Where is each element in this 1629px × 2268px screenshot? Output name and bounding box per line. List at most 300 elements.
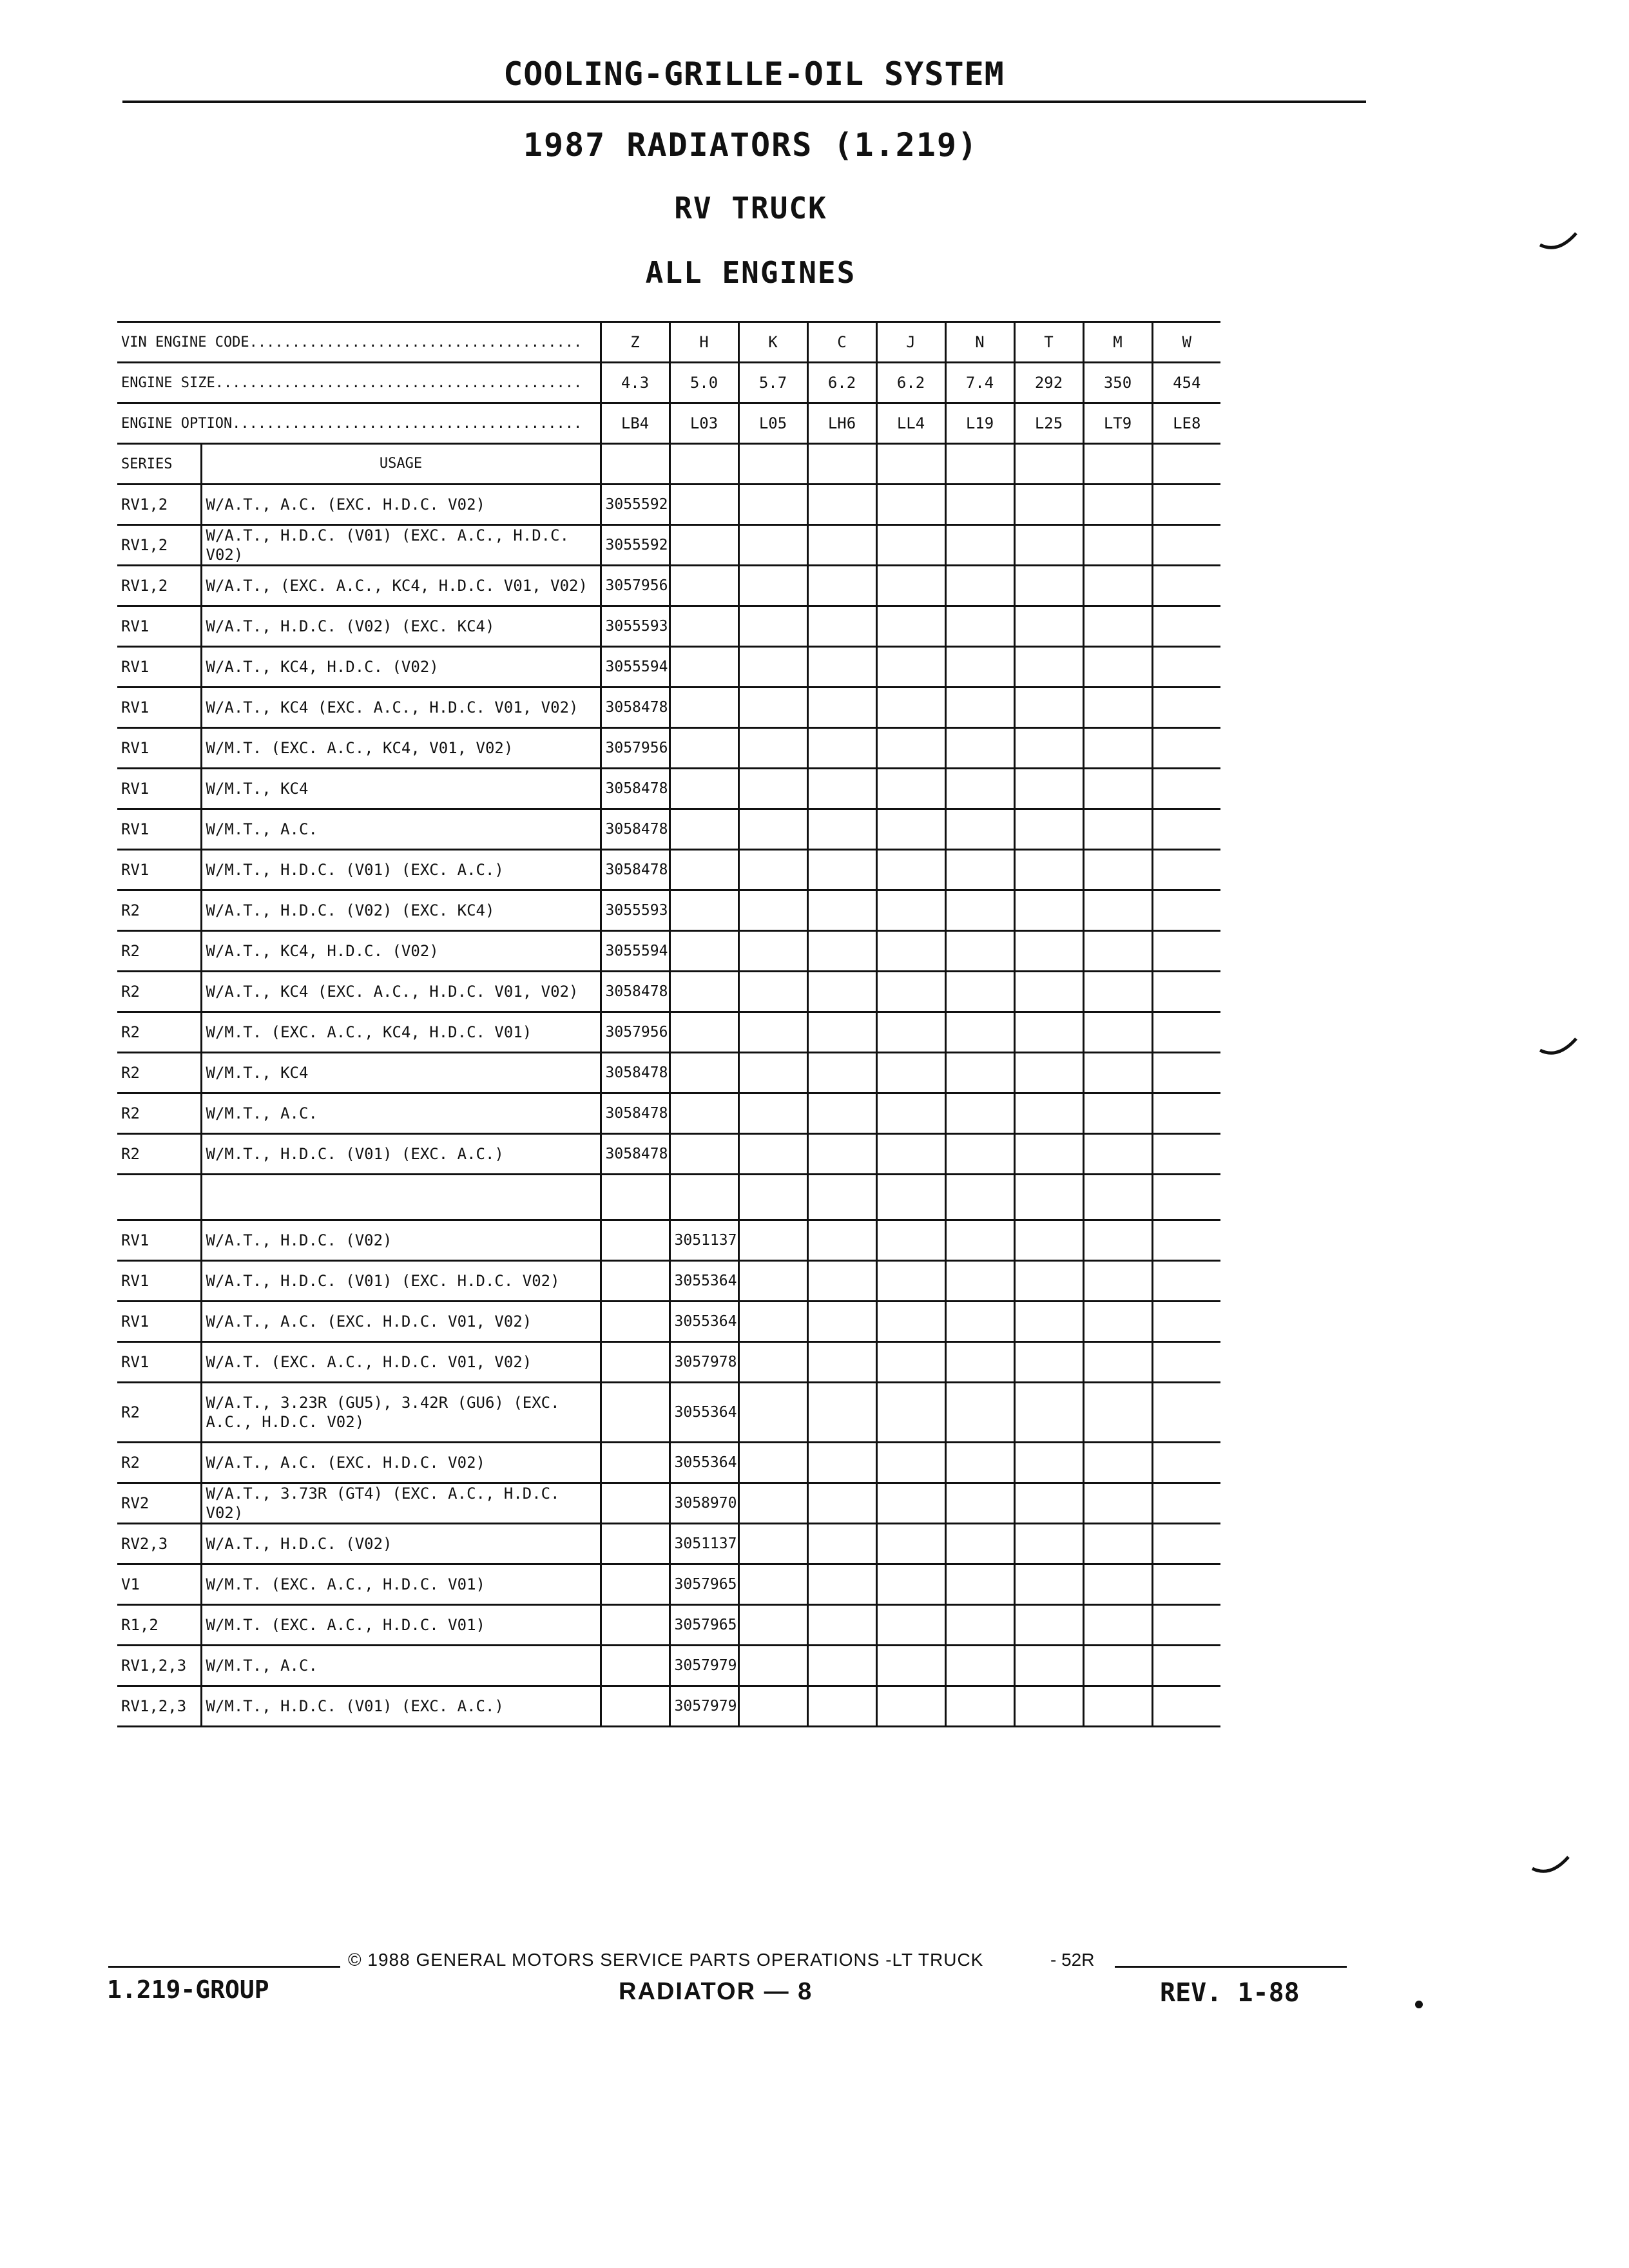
series-cell: RV1 xyxy=(117,687,201,728)
empty-cell xyxy=(876,485,945,525)
part-number-cell: 3051137 xyxy=(670,1220,738,1261)
series-cell: RV1 xyxy=(117,1302,201,1342)
usage-cell: W/A.T., H.D.C. (V02) xyxy=(201,1524,601,1564)
empty-cell xyxy=(807,444,876,485)
empty-cell xyxy=(876,1443,945,1483)
empty-cell xyxy=(1083,728,1152,769)
vehicle-model: RV TRUCK xyxy=(674,191,827,226)
empty-cell xyxy=(670,850,738,890)
table-row xyxy=(117,485,1220,525)
table-row xyxy=(117,1261,1220,1302)
separator-row xyxy=(117,1175,1220,1220)
empty-cell xyxy=(945,1302,1014,1342)
empty-cell xyxy=(1083,769,1152,809)
series-cell: RV1,2 xyxy=(117,566,201,606)
empty-cell xyxy=(945,728,1014,769)
empty-cell xyxy=(1152,1053,1220,1093)
usage-cell: W/A.T., H.D.C. (V01) (EXC. H.D.C. V02) xyxy=(201,1261,601,1302)
empty-cell xyxy=(601,444,670,485)
empty-cell xyxy=(670,687,738,728)
radiator-parts-table xyxy=(117,321,1220,1727)
part-number-cell: 3051137 xyxy=(670,1524,738,1564)
empty-cell xyxy=(807,1261,876,1302)
empty-cell xyxy=(945,850,1014,890)
table-row xyxy=(117,1443,1220,1483)
empty-cell xyxy=(876,1093,945,1134)
engine-size-cell: 6.2 xyxy=(876,363,945,403)
empty-cell xyxy=(1083,931,1152,972)
table-row xyxy=(117,566,1220,606)
empty-cell xyxy=(1083,444,1152,485)
empty-cell xyxy=(1083,1220,1152,1261)
empty-cell xyxy=(738,1383,807,1443)
empty-cell xyxy=(1083,566,1152,606)
empty-cell xyxy=(1083,1302,1152,1342)
empty-cell xyxy=(1014,1443,1083,1483)
series-cell: R1,2 xyxy=(117,1605,201,1646)
engine-option-cell: L05 xyxy=(738,403,807,444)
series-cell: R2 xyxy=(117,1093,201,1134)
part-number-cell: 3058478 xyxy=(601,972,670,1012)
usage-cell: W/A.T., H.D.C. (V01) (EXC. A.C., H.D.C. V02) xyxy=(201,525,601,566)
series-cell: R2 xyxy=(117,1383,201,1443)
empty-cell xyxy=(945,1686,1014,1727)
table-row xyxy=(117,647,1220,687)
empty-cell xyxy=(807,1012,876,1053)
empty-cell xyxy=(738,1646,807,1686)
header-rule xyxy=(122,101,1366,103)
empty-cell xyxy=(876,1302,945,1342)
engine-option-cell: LB4 xyxy=(601,403,670,444)
usage-cell: W/M.T., A.C. xyxy=(201,1093,601,1134)
empty-cell xyxy=(670,1053,738,1093)
empty-cell xyxy=(1152,1220,1220,1261)
empty-cell xyxy=(738,1175,807,1220)
empty-cell xyxy=(1152,1342,1220,1383)
empty-cell xyxy=(945,1646,1014,1686)
part-number-cell: 3055593 xyxy=(601,606,670,647)
table-row xyxy=(117,728,1220,769)
empty-cell xyxy=(807,1646,876,1686)
part-number-cell: 3057979 xyxy=(670,1686,738,1727)
footer-revision: REV. 1-88 xyxy=(1160,1978,1300,2008)
empty-cell xyxy=(1152,890,1220,931)
empty-cell xyxy=(876,931,945,972)
empty-cell xyxy=(876,1342,945,1383)
empty-cell xyxy=(945,647,1014,687)
empty-cell xyxy=(945,1342,1014,1383)
usage-cell: W/A.T., KC4 (EXC. A.C., H.D.C. V01, V02) xyxy=(201,687,601,728)
engine-option-row xyxy=(117,403,1220,444)
empty-cell xyxy=(1083,1564,1152,1605)
page-dot xyxy=(1415,2001,1423,2008)
engine-option-label: ENGINE OPTION......................................... xyxy=(117,403,601,444)
empty-cell xyxy=(601,1342,670,1383)
engine-option-cell: LE8 xyxy=(1152,403,1220,444)
series-header: SERIES xyxy=(117,444,201,485)
empty-cell xyxy=(1014,1342,1083,1383)
vin-code-cell: M xyxy=(1083,322,1152,363)
usage-cell: W/A.T., A.C. (EXC. H.D.C. V02) xyxy=(201,1443,601,1483)
empty-cell xyxy=(945,566,1014,606)
usage-cell: W/M.T., H.D.C. (V01) (EXC. A.C.) xyxy=(201,1686,601,1727)
engine-size-label: ENGINE SIZE........................................... xyxy=(117,363,601,403)
empty-cell xyxy=(670,1175,738,1220)
empty-cell xyxy=(945,444,1014,485)
part-number-cell: 3058478 xyxy=(601,1093,670,1134)
vin-code-cell: Z xyxy=(601,322,670,363)
empty-cell xyxy=(1152,850,1220,890)
series-cell: RV1 xyxy=(117,809,201,850)
empty-cell xyxy=(945,931,1014,972)
column-header-row xyxy=(117,444,1220,485)
empty-cell xyxy=(1083,1686,1152,1727)
empty-cell xyxy=(876,1175,945,1220)
empty-cell xyxy=(807,687,876,728)
part-number-cell: 3057956 xyxy=(601,1012,670,1053)
vin-code-row xyxy=(117,322,1220,363)
table-row xyxy=(117,1383,1220,1443)
empty-cell xyxy=(670,647,738,687)
engine-option-cell: L25 xyxy=(1014,403,1083,444)
usage-cell: W/M.T., A.C. xyxy=(201,809,601,850)
empty-cell xyxy=(807,606,876,647)
empty-cell xyxy=(807,1093,876,1134)
usage-cell: W/A.T., H.D.C. (V02) xyxy=(201,1220,601,1261)
empty-cell xyxy=(1152,931,1220,972)
table-row xyxy=(117,1053,1220,1093)
usage-cell: W/M.T., KC4 xyxy=(201,769,601,809)
empty-cell xyxy=(1014,1383,1083,1443)
empty-cell xyxy=(1083,890,1152,931)
empty-cell xyxy=(1083,1383,1152,1443)
empty-cell xyxy=(1083,1175,1152,1220)
empty-cell xyxy=(945,1443,1014,1483)
empty-cell xyxy=(1014,485,1083,525)
vin-code-cell: C xyxy=(807,322,876,363)
empty-cell xyxy=(945,1261,1014,1302)
empty-cell xyxy=(945,1564,1014,1605)
empty-cell xyxy=(1014,1175,1083,1220)
table-row xyxy=(117,769,1220,809)
empty-cell xyxy=(601,1524,670,1564)
table-row xyxy=(117,1134,1220,1175)
empty-cell xyxy=(738,1605,807,1646)
empty-cell xyxy=(876,1524,945,1564)
part-number-cell: 3055364 xyxy=(670,1302,738,1342)
empty-cell xyxy=(876,890,945,931)
empty-cell xyxy=(945,1524,1014,1564)
footer-rule-left xyxy=(108,1966,340,1968)
usage-cell: W/M.T. (EXC. A.C., KC4, V01, V02) xyxy=(201,728,601,769)
empty-cell xyxy=(876,687,945,728)
empty-cell xyxy=(601,1605,670,1646)
series-cell: RV1,2,3 xyxy=(117,1686,201,1727)
empty-cell xyxy=(876,1012,945,1053)
empty-cell xyxy=(807,647,876,687)
empty-cell xyxy=(670,1012,738,1053)
vin-code-cell: J xyxy=(876,322,945,363)
empty-cell xyxy=(1152,647,1220,687)
empty-cell xyxy=(876,1605,945,1646)
part-number-cell: 3058478 xyxy=(601,850,670,890)
part-number-cell: 3055592 xyxy=(601,485,670,525)
series-cell: R2 xyxy=(117,1012,201,1053)
empty-cell xyxy=(1014,972,1083,1012)
empty-cell xyxy=(738,972,807,1012)
empty-cell xyxy=(1014,931,1083,972)
page-title: 1987 RADIATORS (1.219) xyxy=(523,126,979,164)
empty-cell xyxy=(807,850,876,890)
empty-cell xyxy=(1083,850,1152,890)
empty-cell xyxy=(670,809,738,850)
usage-cell: W/M.T. (EXC. A.C., KC4, H.D.C. V01) xyxy=(201,1012,601,1053)
series-cell: RV1,2 xyxy=(117,525,201,566)
empty-cell xyxy=(738,444,807,485)
engine-option-cell: L19 xyxy=(945,403,1014,444)
empty-cell xyxy=(945,1383,1014,1443)
empty-cell xyxy=(807,525,876,566)
engine-size-cell: 6.2 xyxy=(807,363,876,403)
series-cell: RV1 xyxy=(117,1220,201,1261)
engine-size-cell: 4.3 xyxy=(601,363,670,403)
empty-cell xyxy=(1014,890,1083,931)
empty-cell xyxy=(738,1012,807,1053)
table-row xyxy=(117,525,1220,566)
empty-cell xyxy=(601,1686,670,1727)
empty-cell xyxy=(1083,1261,1152,1302)
part-number-cell: 3055592 xyxy=(601,525,670,566)
empty-cell xyxy=(1083,687,1152,728)
table-row xyxy=(117,890,1220,931)
empty-cell xyxy=(945,1483,1014,1524)
series-cell: RV1 xyxy=(117,769,201,809)
empty-cell xyxy=(670,931,738,972)
series-cell: RV1 xyxy=(117,850,201,890)
empty-cell xyxy=(1014,525,1083,566)
engine-option-cell: LL4 xyxy=(876,403,945,444)
empty-cell xyxy=(1083,1443,1152,1483)
empty-cell xyxy=(1014,728,1083,769)
empty-cell xyxy=(1014,1093,1083,1134)
empty-cell xyxy=(876,1053,945,1093)
empty-cell xyxy=(807,728,876,769)
engine-size-cell: 7.4 xyxy=(945,363,1014,403)
empty-cell xyxy=(1152,485,1220,525)
series-cell: R2 xyxy=(117,1053,201,1093)
part-number-cell: 3057965 xyxy=(670,1564,738,1605)
empty-cell xyxy=(876,728,945,769)
table-row xyxy=(117,972,1220,1012)
table-row xyxy=(117,1302,1220,1342)
vin-code-cell: K xyxy=(738,322,807,363)
empty-cell xyxy=(807,566,876,606)
empty-cell xyxy=(945,1220,1014,1261)
empty-cell xyxy=(738,606,807,647)
usage-cell: W/M.T. (EXC. A.C., H.D.C. V01) xyxy=(201,1605,601,1646)
empty-cell xyxy=(1152,1686,1220,1727)
empty-cell xyxy=(670,1134,738,1175)
empty-cell xyxy=(807,1220,876,1261)
usage-cell: W/A.T., KC4, H.D.C. (V02) xyxy=(201,931,601,972)
empty-cell xyxy=(1152,1261,1220,1302)
empty-cell xyxy=(1014,1012,1083,1053)
empty-cell xyxy=(807,1302,876,1342)
empty-cell xyxy=(738,728,807,769)
part-number-cell: 3058478 xyxy=(601,687,670,728)
empty-cell xyxy=(1083,1524,1152,1564)
empty-cell xyxy=(1152,1134,1220,1175)
empty-cell xyxy=(807,1686,876,1727)
engine-option-cell: LH6 xyxy=(807,403,876,444)
series-cell: R2 xyxy=(117,931,201,972)
series-cell: RV1 xyxy=(117,606,201,647)
empty-cell xyxy=(1014,1134,1083,1175)
usage-cell: W/A.T., KC4, H.D.C. (V02) xyxy=(201,647,601,687)
footer-page-code: - 52R xyxy=(1050,1950,1095,1970)
table-row xyxy=(117,687,1220,728)
table-row xyxy=(117,1564,1220,1605)
part-number-cell: 3058478 xyxy=(601,809,670,850)
table-row xyxy=(117,850,1220,890)
empty-cell xyxy=(1014,769,1083,809)
usage-cell: W/M.T. (EXC. A.C., H.D.C. V01) xyxy=(201,1564,601,1605)
part-number-cell: 3057956 xyxy=(601,728,670,769)
empty-cell xyxy=(945,1175,1014,1220)
empty-cell xyxy=(807,931,876,972)
empty-cell xyxy=(738,1093,807,1134)
empty-cell xyxy=(670,485,738,525)
series-cell: RV2,3 xyxy=(117,1524,201,1564)
engine-option-cell: LT9 xyxy=(1083,403,1152,444)
empty-cell xyxy=(945,525,1014,566)
series-cell: RV1 xyxy=(117,728,201,769)
series-cell: RV1,2,3 xyxy=(117,1646,201,1686)
usage-cell: W/A.T., (EXC. A.C., KC4, H.D.C. V01, V02) xyxy=(201,566,601,606)
empty-cell xyxy=(876,1220,945,1261)
empty-cell xyxy=(1152,1564,1220,1605)
empty-cell xyxy=(670,890,738,931)
table-row xyxy=(117,809,1220,850)
vin-code-cell: T xyxy=(1014,322,1083,363)
part-number-cell: 3058478 xyxy=(601,769,670,809)
empty-cell xyxy=(945,687,1014,728)
empty-cell xyxy=(876,1134,945,1175)
empty-cell xyxy=(601,1302,670,1342)
empty-cell xyxy=(807,1175,876,1220)
empty-cell xyxy=(1083,1012,1152,1053)
usage-cell: W/A.T., 3.23R (GU5), 3.42R (GU6) (EXC. A.C., H.D.C. V02) xyxy=(201,1383,601,1443)
empty-cell xyxy=(1152,1605,1220,1646)
empty-cell xyxy=(1014,850,1083,890)
usage-cell: W/A.T., A.C. (EXC. H.D.C. V02) xyxy=(201,485,601,525)
empty-cell xyxy=(1014,647,1083,687)
empty-cell xyxy=(1083,1093,1152,1134)
empty-cell xyxy=(807,1483,876,1524)
empty-cell xyxy=(1083,1646,1152,1686)
empty-cell xyxy=(1083,606,1152,647)
empty-cell xyxy=(738,687,807,728)
empty-cell xyxy=(670,566,738,606)
empty-cell xyxy=(876,1483,945,1524)
part-number-cell: 3055594 xyxy=(601,931,670,972)
empty-cell xyxy=(876,972,945,1012)
empty-cell xyxy=(1152,1012,1220,1053)
empty-cell xyxy=(738,1134,807,1175)
empty-cell xyxy=(807,485,876,525)
empty-cell xyxy=(1014,1261,1083,1302)
empty-cell xyxy=(670,1093,738,1134)
empty-cell xyxy=(1152,525,1220,566)
empty-cell xyxy=(738,1564,807,1605)
empty-cell xyxy=(1083,809,1152,850)
section-header: COOLING-GRILLE-OIL SYSTEM xyxy=(503,55,1005,93)
usage-cell: W/A.T. (EXC. A.C., H.D.C. V01, V02) xyxy=(201,1342,601,1383)
empty-cell xyxy=(1014,1053,1083,1093)
empty-cell xyxy=(1083,525,1152,566)
empty-cell xyxy=(1014,1605,1083,1646)
table-row xyxy=(117,1012,1220,1053)
empty-cell xyxy=(1014,1524,1083,1564)
series-cell: R2 xyxy=(117,1134,201,1175)
empty-cell xyxy=(1014,1564,1083,1605)
empty-cell xyxy=(1152,1443,1220,1483)
empty-cell xyxy=(876,850,945,890)
engine-size-cell: 454 xyxy=(1152,363,1220,403)
empty-cell xyxy=(1083,1053,1152,1093)
empty-cell xyxy=(807,972,876,1012)
table-row xyxy=(117,1093,1220,1134)
part-number-cell: 3055364 xyxy=(670,1443,738,1483)
empty-cell xyxy=(1014,444,1083,485)
engine-size-cell: 5.7 xyxy=(738,363,807,403)
table-row xyxy=(117,1605,1220,1646)
engine-size-cell: 5.0 xyxy=(670,363,738,403)
empty-cell xyxy=(1014,809,1083,850)
series-cell: R2 xyxy=(117,890,201,931)
empty-cell xyxy=(945,1134,1014,1175)
empty-cell xyxy=(601,1646,670,1686)
empty-cell xyxy=(945,890,1014,931)
empty-cell xyxy=(738,1053,807,1093)
engine-scope: ALL ENGINES xyxy=(645,255,856,290)
empty-cell xyxy=(876,1383,945,1443)
empty-cell xyxy=(738,1302,807,1342)
empty-cell xyxy=(807,1342,876,1383)
engine-size-cell: 350 xyxy=(1083,363,1152,403)
table-row xyxy=(117,1220,1220,1261)
empty-cell xyxy=(1152,1524,1220,1564)
footer-rule-right xyxy=(1115,1966,1347,1968)
empty-cell xyxy=(1083,1605,1152,1646)
series-cell: R2 xyxy=(117,972,201,1012)
usage-cell: W/A.T., H.D.C. (V02) (EXC. KC4) xyxy=(201,890,601,931)
empty-cell xyxy=(738,1483,807,1524)
series-cell: V1 xyxy=(117,1564,201,1605)
empty-cell xyxy=(1152,728,1220,769)
empty-cell xyxy=(738,769,807,809)
engine-option-cell: L03 xyxy=(670,403,738,444)
empty-cell xyxy=(670,972,738,1012)
empty-cell xyxy=(738,1261,807,1302)
empty-cell xyxy=(1152,809,1220,850)
empty-cell xyxy=(1152,1302,1220,1342)
empty-cell xyxy=(1014,1483,1083,1524)
empty-cell xyxy=(670,525,738,566)
empty-cell xyxy=(738,1220,807,1261)
empty-cell xyxy=(807,1605,876,1646)
part-number-cell: 3055594 xyxy=(601,647,670,687)
